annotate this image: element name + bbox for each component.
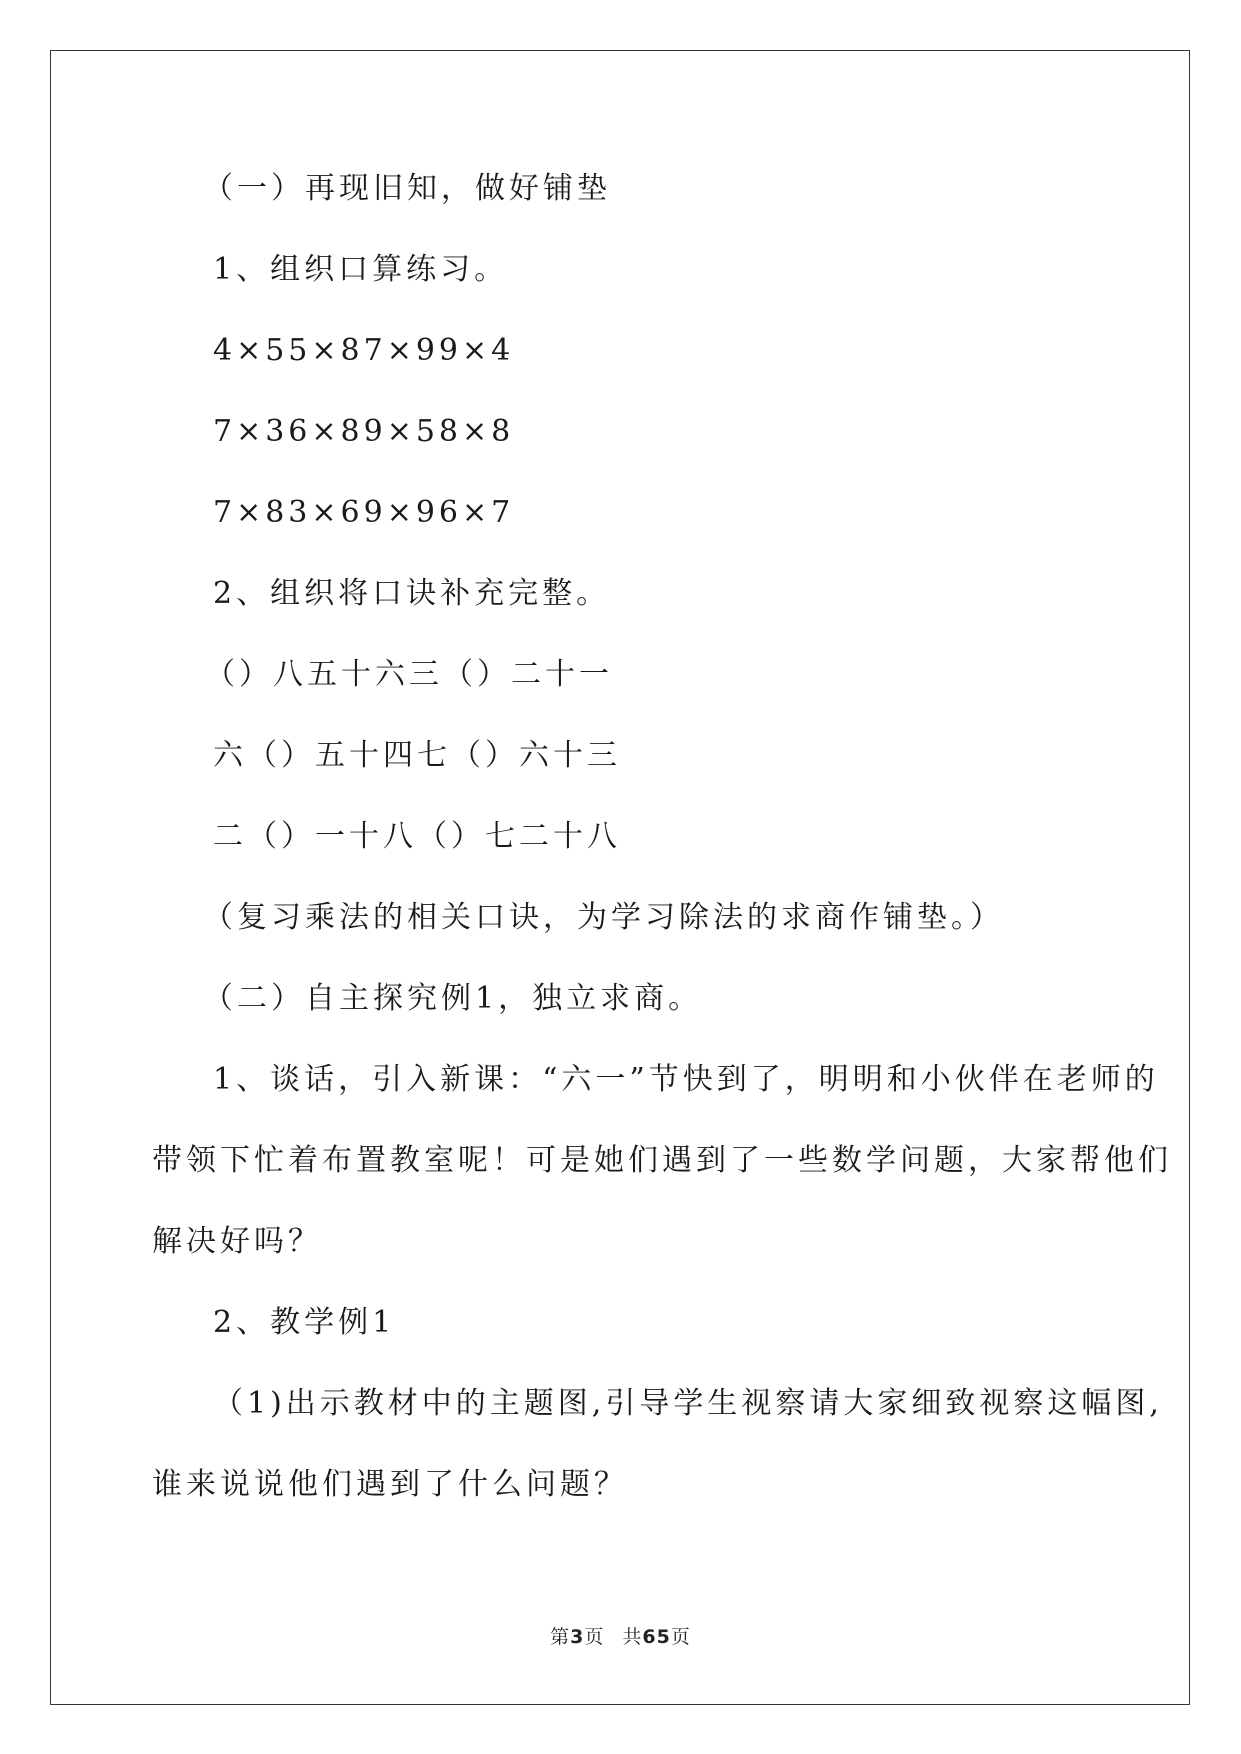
- total-pages-number: 65: [642, 1626, 671, 1648]
- multiplication-row: 7×83×69×96×7: [213, 495, 515, 530]
- multiplication-row: 4×55×87×99×4: [213, 333, 515, 368]
- step-heading: 2、组织将口诀补充完整。: [213, 576, 611, 611]
- rhyme-row: （）八五十六三（）二十一: [205, 657, 613, 692]
- step-heading: 1、组织口算练习。: [213, 252, 509, 287]
- note-paragraph: （复习乘法的相关口诀，为学习除法的求商作铺垫。）: [203, 900, 1004, 935]
- step-heading: 2、教学例1: [213, 1305, 396, 1340]
- page-border: [50, 50, 1190, 1705]
- current-page-number: 3: [570, 1626, 585, 1648]
- footer-total-unit: 页: [670, 1626, 691, 1648]
- paragraph-line: 解决好吗？: [152, 1224, 322, 1259]
- page-footer: [0, 1622, 1241, 1649]
- section-heading-2: （二）自主探究例1，独立求商。: [203, 981, 703, 1016]
- rhyme-row: 六（）五十四七（）六十三: [213, 738, 621, 773]
- footer-prefix: 第: [550, 1626, 571, 1648]
- footer-page-unit: 页: [584, 1626, 605, 1648]
- paragraph-line: 带领下忙着布置教室呢！可是她们遇到了一些数学问题，大家帮他们: [152, 1143, 1172, 1178]
- paragraph-line: 谁来说说他们遇到了什么问题？: [152, 1467, 628, 1502]
- footer-total-prefix: 共: [622, 1626, 643, 1648]
- paragraph-line: （1)出示教材中的主题图,引导学生视察请大家细致视察这幅图,: [213, 1386, 1163, 1421]
- multiplication-row: 7×36×89×58×8: [213, 414, 515, 449]
- rhyme-row: 二（）一十八（）七二十八: [213, 819, 621, 854]
- section-heading-1: （一）再现旧知，做好铺垫: [203, 171, 611, 206]
- paragraph-line: 1、谈话，引入新课：“六一”节快到了，明明和小伙伴在老师的: [213, 1062, 1159, 1097]
